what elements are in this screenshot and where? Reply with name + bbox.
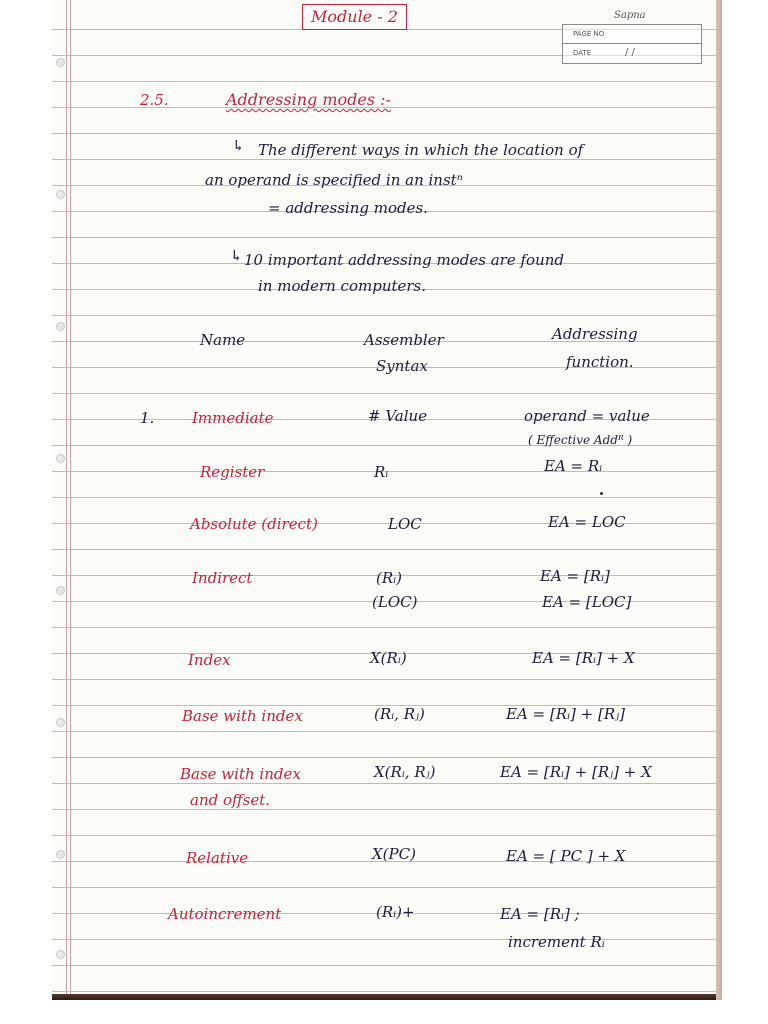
date-slashes: / /: [625, 47, 635, 58]
binding-hole: [56, 58, 65, 67]
page-date-box: [562, 24, 702, 64]
mode-syntax: X(PC): [372, 845, 416, 863]
mode-name: Base with index: [182, 707, 303, 725]
mode-name: Index: [188, 651, 231, 669]
page-right-edge: [716, 0, 722, 1000]
mode-function: EA = [Rᵢ] + X: [532, 649, 635, 667]
mode-name: Autoincrement: [168, 905, 282, 923]
mode-syntax: X(Rᵢ): [370, 649, 407, 667]
mode-syntax: LOC: [388, 515, 422, 533]
mode-name: Base with index: [180, 765, 301, 783]
arrow-icon: ↳: [232, 137, 245, 155]
margin-line: [70, 0, 71, 994]
mode-function: EA = [Rᵢ] + [Rⱼ]: [506, 705, 625, 723]
mode-function: EA = [Rᵢ]: [540, 567, 610, 585]
mode-syntax: # Value: [368, 407, 428, 425]
row-index: 1.: [140, 409, 155, 427]
mode-function: EA = LOC: [548, 513, 626, 531]
mode-name: Absolute (direct): [190, 515, 318, 533]
page-no-label: PAGE NO: [573, 30, 605, 38]
binding-hole: [56, 718, 65, 727]
mode-function: EA = [Rᵢ] + [Rⱼ] + X: [500, 763, 652, 781]
mode-name-2: and offset.: [190, 791, 271, 809]
date-row: [563, 44, 701, 62]
date-label: DATE: [573, 49, 592, 57]
section-number: 2.5.: [140, 91, 169, 109]
binding-hole: [56, 850, 65, 859]
binding-hole: [56, 322, 65, 331]
note-line: = addressing modes.: [268, 199, 428, 217]
mode-function: EA = [Rᵢ] ;: [500, 905, 580, 923]
note-line: 10 important addressing modes are found: [244, 251, 564, 269]
mode-name: Relative: [186, 849, 249, 867]
col-header-syntax: Assembler: [364, 331, 444, 349]
mode-function-2: EA = [LOC]: [542, 593, 632, 611]
notebook-brand: Sapna: [614, 10, 646, 21]
binding-hole: [56, 454, 65, 463]
mode-note: ( Effective Addᴿ ): [528, 433, 633, 447]
mode-syntax: (Rᵢ, Rⱼ): [374, 705, 425, 723]
mode-syntax-2: (LOC): [372, 593, 418, 611]
col-header-syntax: Syntax: [376, 357, 428, 375]
binding-hole: [56, 190, 65, 199]
section-title: Addressing modes :-: [226, 90, 391, 109]
note-line: in modern computers.: [258, 277, 427, 295]
binding-hole: [56, 950, 65, 959]
mode-function-2: increment Rᵢ: [508, 933, 605, 951]
margin-line: [66, 0, 67, 994]
col-header-function: Addressing: [552, 325, 638, 343]
mode-function: EA = Rᵢ: [544, 457, 603, 475]
mode-function: EA = [ PC ] + X: [506, 847, 626, 865]
mode-syntax: (Rᵢ)+: [376, 903, 415, 921]
mode-function: operand = value: [524, 407, 650, 425]
col-header-name: Name: [200, 331, 246, 349]
mode-syntax: (Rᵢ): [376, 569, 403, 587]
ink-dot: [600, 492, 603, 495]
mode-name: Immediate: [192, 409, 274, 427]
page-bottom-edge: [52, 994, 716, 1000]
note-line: The different ways in which the location of: [258, 141, 584, 159]
page-no-row: [563, 25, 701, 44]
note-line: an operand is specified in an instⁿ: [205, 171, 463, 189]
mode-name: Register: [200, 463, 265, 481]
mode-syntax: X(Rᵢ, Rⱼ): [374, 763, 436, 781]
mode-name: Indirect: [192, 569, 253, 587]
mode-syntax: Rᵢ: [374, 463, 389, 481]
arrow-icon: ↳: [230, 247, 243, 265]
col-header-function: function.: [566, 353, 634, 371]
module-title: Module - 2: [302, 4, 407, 30]
binding-hole: [56, 586, 65, 595]
